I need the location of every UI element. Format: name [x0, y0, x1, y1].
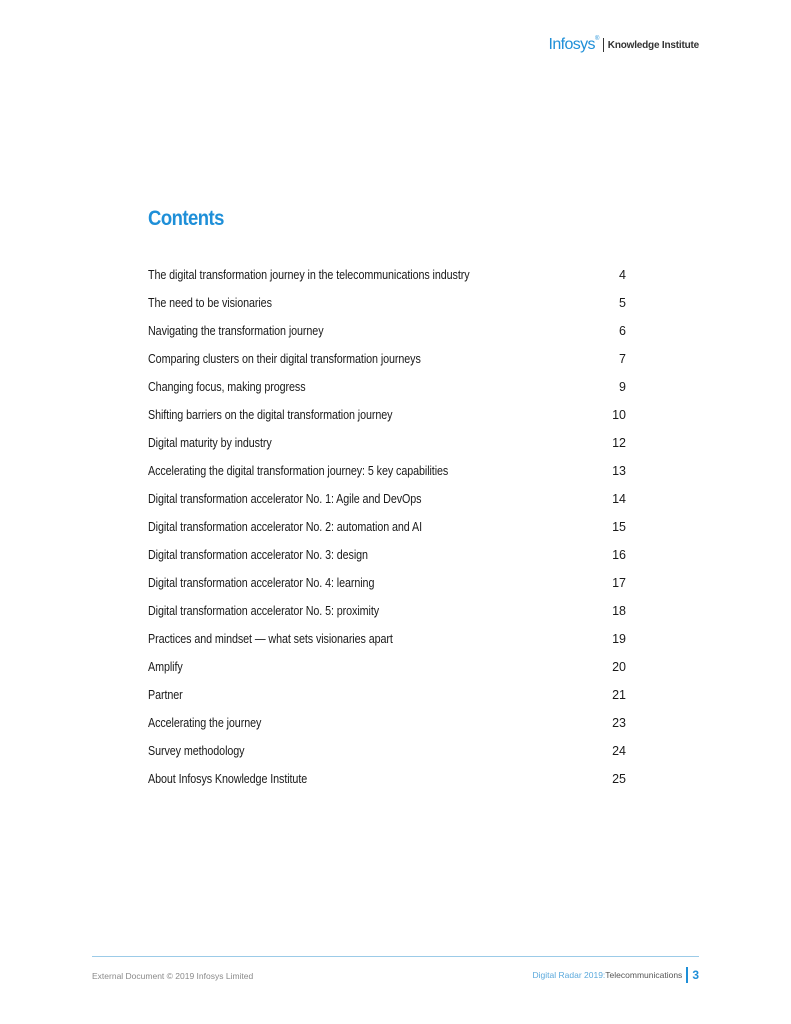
toc-entry-page: 13 [612, 464, 626, 478]
toc-entry-title: Partner [148, 688, 183, 702]
infosys-knowledge-institute-logo [548, 36, 699, 54]
toc-entry-title: Amplify [148, 660, 183, 674]
toc-entry-page: 5 [619, 296, 626, 310]
toc-entry[interactable] [148, 630, 626, 658]
footer-sector: Telecommunications [605, 970, 683, 980]
toc-entry[interactable] [148, 602, 626, 630]
toc-entry-title: Digital transformation accelerator No. 2: automation and AI [148, 520, 422, 534]
footer-divider [92, 956, 699, 957]
toc-entry[interactable] [148, 266, 626, 294]
toc-entry[interactable] [148, 714, 626, 742]
footer-page-bar [686, 967, 688, 983]
footer-report-info [533, 967, 699, 983]
institute-name: Knowledge Institute [607, 39, 699, 51]
toc-entry-title: Survey methodology [148, 744, 245, 758]
toc-entry-page: 21 [612, 688, 626, 702]
toc-entry-page: 12 [612, 436, 626, 450]
toc-entry[interactable] [148, 770, 626, 798]
toc-entry-page: 19 [612, 632, 626, 646]
toc-entry-page: 17 [612, 576, 626, 590]
toc-entry-page: 7 [619, 352, 626, 366]
toc-entry-title: Shifting barriers on the digital transformation journey [148, 408, 393, 422]
toc-entry[interactable] [148, 686, 626, 714]
toc-entry[interactable] [148, 350, 626, 378]
toc-entry-title: Digital transformation accelerator No. 5: proximity [148, 604, 380, 618]
toc-entry-page: 4 [619, 268, 626, 282]
toc-entry[interactable] [148, 378, 626, 406]
toc-entry[interactable] [148, 462, 626, 490]
toc-entry-page: 9 [619, 380, 626, 394]
toc-entry-page: 23 [612, 716, 626, 730]
toc-entry-page: 10 [612, 408, 626, 422]
toc-entry[interactable] [148, 294, 626, 322]
page-title: Contents [148, 207, 224, 230]
toc-entry-title: Digital transformation accelerator No. 1: Agile and DevOps [148, 492, 422, 506]
toc-entry-title: Digital maturity by industry [148, 436, 272, 450]
toc-entry-title: Changing focus, making progress [148, 380, 306, 394]
toc-entry[interactable] [148, 742, 626, 770]
table-of-contents [148, 266, 626, 798]
toc-entry[interactable] [148, 406, 626, 434]
toc-entry[interactable] [148, 434, 626, 462]
footer-report-title: Digital Radar 2019: [532, 970, 606, 980]
toc-entry-title: The need to be visionaries [148, 296, 272, 310]
toc-entry-title: Practices and mindset — what sets visionaries apart [148, 632, 393, 646]
toc-entry-page: 15 [612, 520, 626, 534]
toc-entry-title: Navigating the transformation journey [148, 324, 324, 338]
toc-entry[interactable] [148, 518, 626, 546]
toc-entry-title: Digital transformation accelerator No. 3: design [148, 548, 368, 562]
toc-entry-title: The digital transformation journey in the telecommunications industry [148, 268, 470, 282]
infosys-logo: Infosys® [548, 36, 599, 53]
toc-entry[interactable] [148, 490, 626, 518]
toc-entry-title: Comparing clusters on their digital transformation journeys [148, 352, 421, 366]
toc-entry-title: Accelerating the digital transformation journey: 5 key capabilities [148, 464, 449, 478]
footer-copyright: External Document © 2019 Infosys Limited [92, 971, 254, 981]
toc-entry[interactable] [148, 658, 626, 686]
toc-entry[interactable] [148, 322, 626, 350]
logo-divider [603, 38, 604, 52]
toc-entry-page: 18 [612, 604, 626, 618]
toc-entry-page: 6 [619, 324, 626, 338]
toc-entry-page: 25 [612, 772, 626, 786]
toc-entry-title: Digital transformation accelerator No. 4: learning [148, 576, 375, 590]
toc-entry-page: 24 [612, 744, 626, 758]
toc-entry-title: About Infosys Knowledge Institute [148, 772, 308, 786]
toc-entry-page: 16 [612, 548, 626, 562]
toc-entry-title: Accelerating the journey [148, 716, 262, 730]
toc-entry-page: 14 [612, 492, 626, 506]
toc-entry[interactable] [148, 574, 626, 602]
footer-page-number: 3 [692, 968, 699, 982]
toc-entry-page: 20 [612, 660, 626, 674]
toc-entry[interactable] [148, 546, 626, 574]
